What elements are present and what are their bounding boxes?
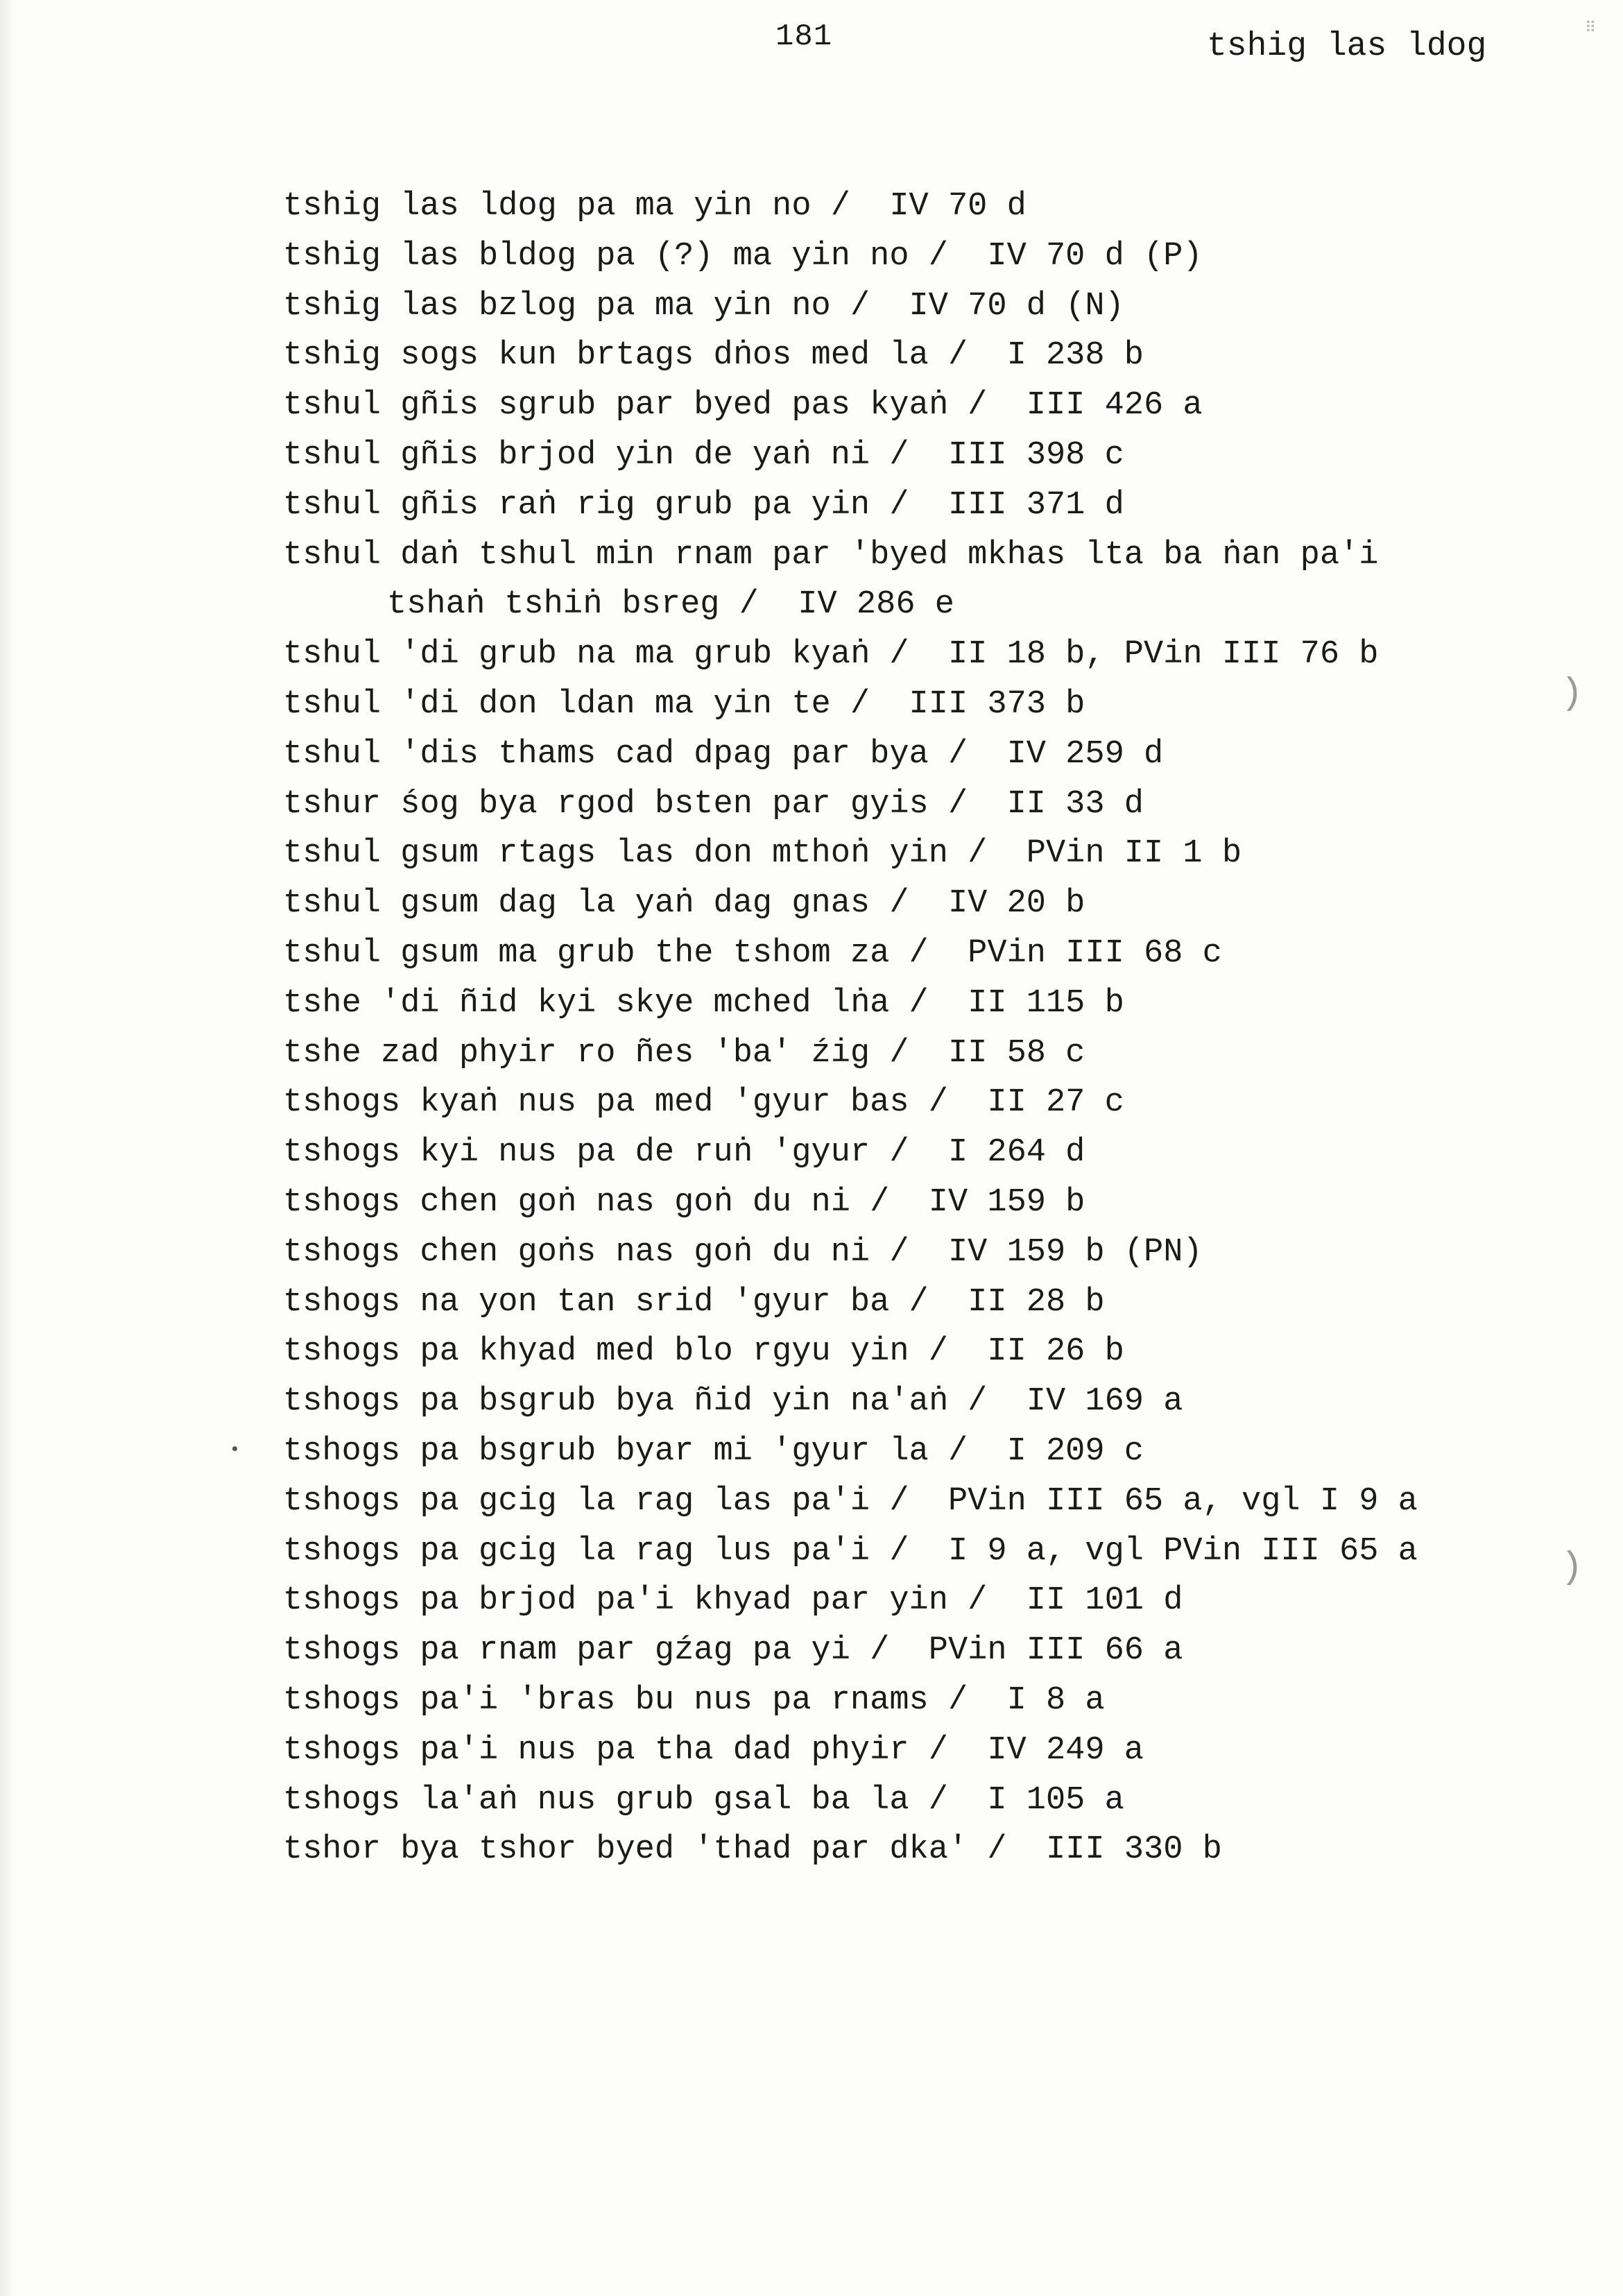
entry-line: tshul gñis raṅ rig grub pa yin / III 371 d	[283, 486, 1124, 524]
margin-bracket-mark: )	[1561, 673, 1583, 715]
entry-line: tshogs chen goṅs nas goṅ du ni / IV 159 b (PN)	[283, 1233, 1203, 1271]
entry-line: tshogs na yon tan srid 'gyur ba / II 28 b	[283, 1283, 1105, 1321]
entry-line: tshor bya tshor byed 'thad par dka' / III 330 b	[283, 1831, 1222, 1869]
entry-line: tshul daṅ tshul min rnam par 'byed mkhas lta ba ṅan pa'i	[283, 536, 1379, 574]
entry-line: tshogs kyi nus pa de ruṅ 'gyur / I 264 d	[283, 1134, 1085, 1172]
running-head: tshig las ldog	[1207, 28, 1487, 65]
entry-line: tshe zad phyir ro ñes 'ba' źig / II 58 c	[283, 1034, 1085, 1072]
entry-line: tshe 'di ñid kyi skye mched lṅa / II 115 b	[283, 984, 1124, 1022]
entry-line: tshig las bldog pa (?) ma yin no / IV 70 d (P)	[283, 237, 1203, 275]
entry-line: tshogs chen goṅ nas goṅ du ni / IV 159 b	[283, 1183, 1085, 1221]
entry-line: tshogs la'aṅ nus grub gsal ba la / I 105 a	[283, 1781, 1124, 1819]
entry-line: tshig sogs kun brtags dṅos med la / I 238 b	[283, 337, 1144, 375]
entry-line: tshogs pa gcig la rag las pa'i / PVin III 65 a, vgl I 9 a	[283, 1482, 1418, 1520]
scan-edge-shadow	[0, 0, 15, 2296]
entry-line: tshul 'di don ldan ma yin te / III 373 b	[283, 685, 1085, 723]
entry-line: tshogs pa brjod pa'i khyad par yin / II 101 d	[283, 1582, 1183, 1620]
entry-list	[283, 182, 1587, 1875]
entry-line: tshul 'dis thams cad dpag par bya / IV 259 d	[283, 735, 1164, 773]
margin-dot-mark	[232, 1446, 237, 1451]
entry-line: tshur śog bya rgod bsten par gyis / II 33 d	[283, 785, 1144, 823]
margin-bracket-mark: )	[1561, 1547, 1583, 1589]
page-number: 181	[775, 19, 833, 54]
entry-line: tshul gsum rtags las don mthoṅ yin / PVin II 1 b	[283, 835, 1242, 873]
entry-line-continuation: tshaṅ tshiṅ bsreg / IV 286 e	[387, 586, 954, 624]
entry-line: tshul gsum ma grub the tshom za / PVin III 68 c	[283, 934, 1222, 972]
entry-line: tshogs pa rnam par gźag pa yi / PVin III 66 a	[283, 1632, 1183, 1670]
entry-line: tshul 'di grub na ma grub kyaṅ / II 18 b, PVin III 76 b	[283, 636, 1379, 674]
entry-line: tshig las ldog pa ma yin no / IV 70 d	[283, 188, 1027, 225]
entry-line: tshul gñis brjod yin de yaṅ ni / III 398 c	[283, 436, 1124, 474]
entry-line: tshul gsum dag la yaṅ dag gnas / IV 20 b	[283, 885, 1085, 923]
entry-line: tshig las bzlog pa ma yin no / IV 70 d (N)	[283, 287, 1124, 325]
entry-line: tshogs kyaṅ nus pa med 'gyur bas / II 27 c	[283, 1084, 1124, 1122]
entry-line: tshul gñis sgrub par byed pas kyaṅ / III 426 a	[283, 387, 1203, 425]
entry-line: tshogs pa'i 'bras bu nus pa rnams / I 8 a	[283, 1681, 1105, 1719]
entry-line: tshogs pa khyad med blo rgyu yin / II 26 b	[283, 1333, 1124, 1371]
entry-line: tshogs pa bsgrub byar mi 'gyur la / I 209 c	[283, 1432, 1144, 1470]
entry-line: tshogs pa'i nus pa tha dad phyir / IV 249 a	[283, 1731, 1144, 1769]
entry-line: tshogs pa bsgrub bya ñid yin na'aṅ / IV 169 a	[283, 1383, 1183, 1421]
scan-corner-artifact: ⠿	[1585, 20, 1597, 37]
entry-line: tshogs pa gcig la rag lus pa'i / I 9 a, vgl PVin III 65 a	[283, 1532, 1418, 1570]
